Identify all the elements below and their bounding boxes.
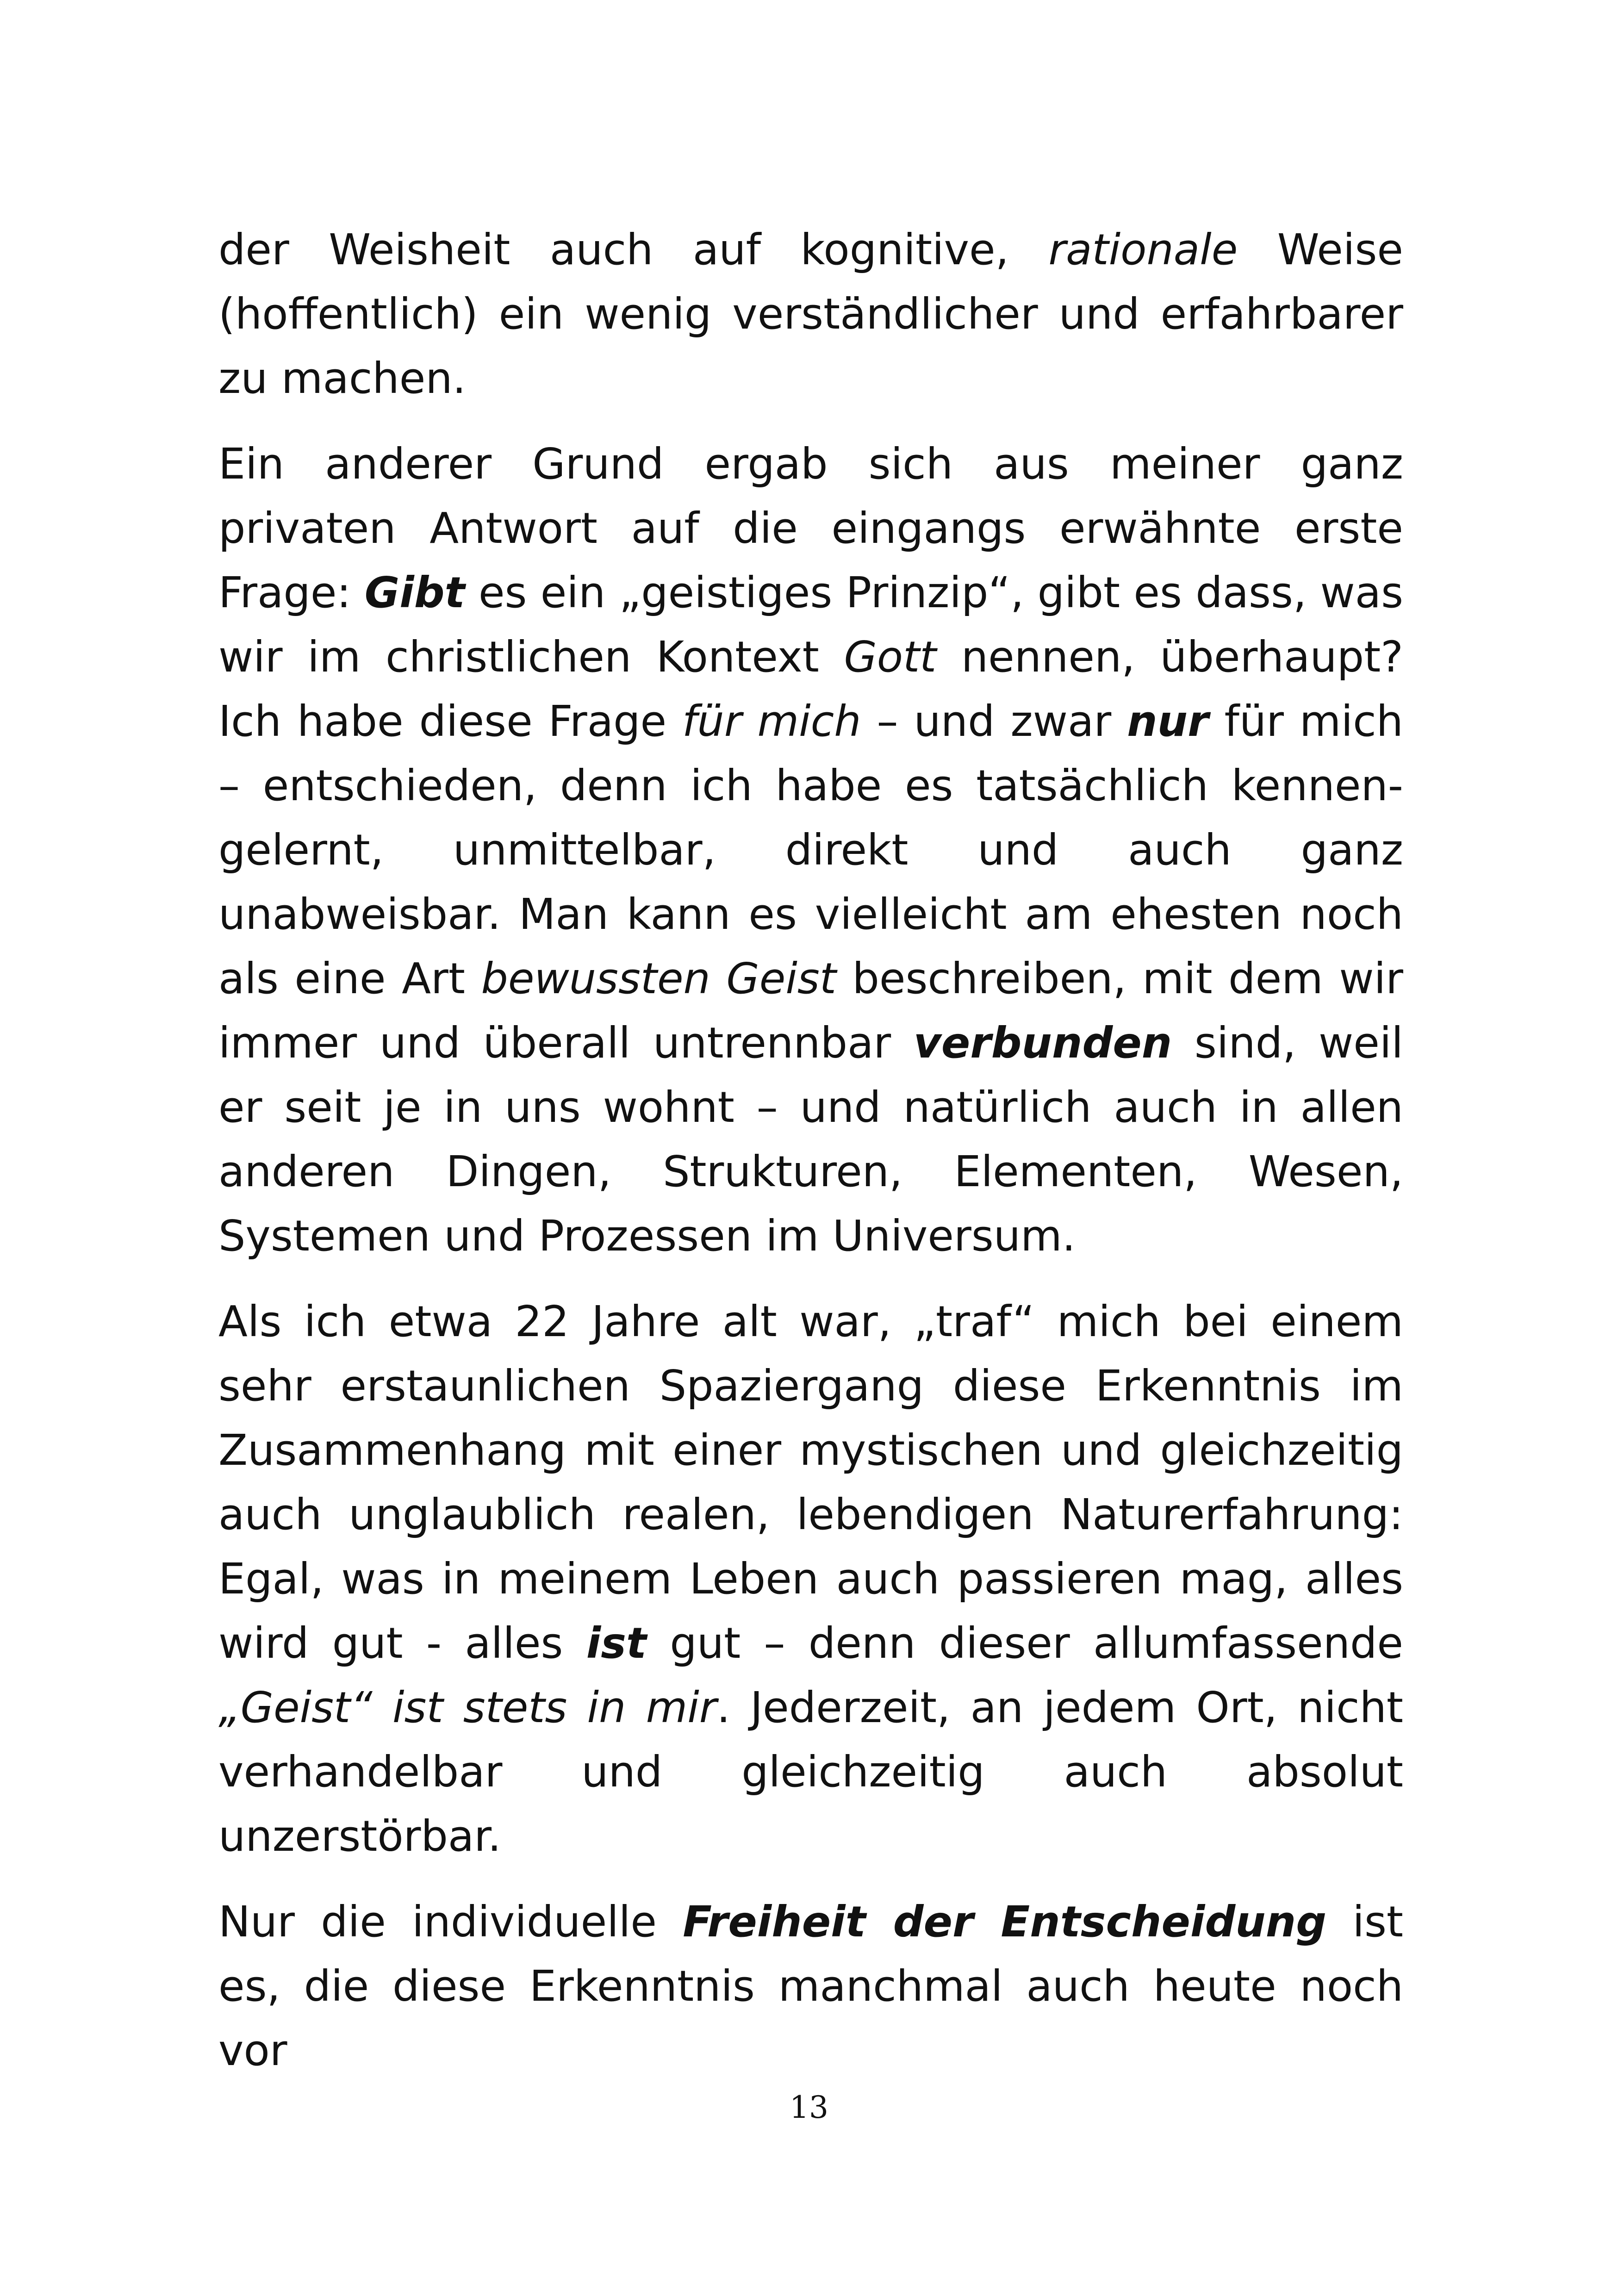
text-run: sind, weil er seit je in uns wohnt – und natürlich auch in allen anderen Dingen, Strukturen, Elementen, Wesen, Systemen und Prozessen im Universum. [218, 1018, 1403, 1261]
text-run: nennen, überhaupt? Ich habe diese Frage [218, 632, 1404, 746]
paragraph [218, 1289, 1403, 1868]
text-run: Ein anderer Grund ergab sich aus meiner ganz privaten Antwort auf die eingangs erwähnte erste Frage: [218, 439, 1403, 617]
emphasis-run: ist stets in mir [392, 1683, 717, 1732]
emphasis-run: bewussten Geist [481, 954, 836, 1003]
text-run: es ein „geistiges Prinzip“, gibt es dass, was wir im christlichen Kontext [218, 568, 1403, 682]
text-run: für mich – entschieden, denn ich habe es tatsächlich kennen-gelernt, unmittelbar, direkt und auch ganz unabweisbar. Man kann es vielleicht am ehesten noch als eine Art [218, 697, 1403, 1003]
body-text [218, 218, 1403, 2104]
text-run: Weise (hoffentlich) ein wenig verständlicher und erfahrbarer zu machen. [218, 225, 1403, 403]
text-run: Nur die individuelle [218, 1897, 683, 1947]
emphasis-run: Gott [844, 632, 937, 682]
page-number: 13 [790, 2090, 828, 2125]
paragraph [218, 1890, 1403, 2083]
strong-emphasis-run: verbunden [913, 1018, 1172, 1068]
emphasis-run: „Geist“ [218, 1683, 373, 1732]
emphasis-run: für mich [682, 697, 861, 746]
text-run: Als ich etwa 22 Jahre alt war, „traf“ mich bei einem sehr erstaunlichen Spaziergang diese Erkenntnis im Zusammenhang mit einer mystischen und gleichzeitig auch unglaublich realen, lebendigen Naturerfahrung: Egal, was in meinem Leben auch passieren mag, alles wird gut - alles [218, 1297, 1403, 1668]
paragraph [218, 218, 1403, 411]
strong-emphasis-run: Gibt [364, 568, 465, 617]
emphasis-run: rationale [1048, 225, 1238, 274]
text-run: ist es, die diese Erkenntnis manchmal auch heute noch vor [218, 1897, 1403, 2075]
paragraph [218, 432, 1403, 1268]
strong-emphasis-run: nur [1127, 697, 1209, 746]
text-run: beschreiben, mit dem wir immer und überall untrennbar [218, 954, 1403, 1068]
text-run [373, 1683, 392, 1732]
text-run: – und zwar [861, 697, 1127, 746]
text-run: gut – denn dieser allumfassende [647, 1618, 1403, 1668]
strong-emphasis-run: Freiheit der Entscheidung [683, 1897, 1327, 1947]
strong-emphasis-run: ist [586, 1618, 647, 1668]
text-run: . Jederzeit, an jedem Ort, nicht verhandelbar und gleichzeitig auch absolut unzerstörbar. [218, 1683, 1403, 1861]
text-run: der Weisheit auch auf kognitive, [218, 225, 1049, 274]
